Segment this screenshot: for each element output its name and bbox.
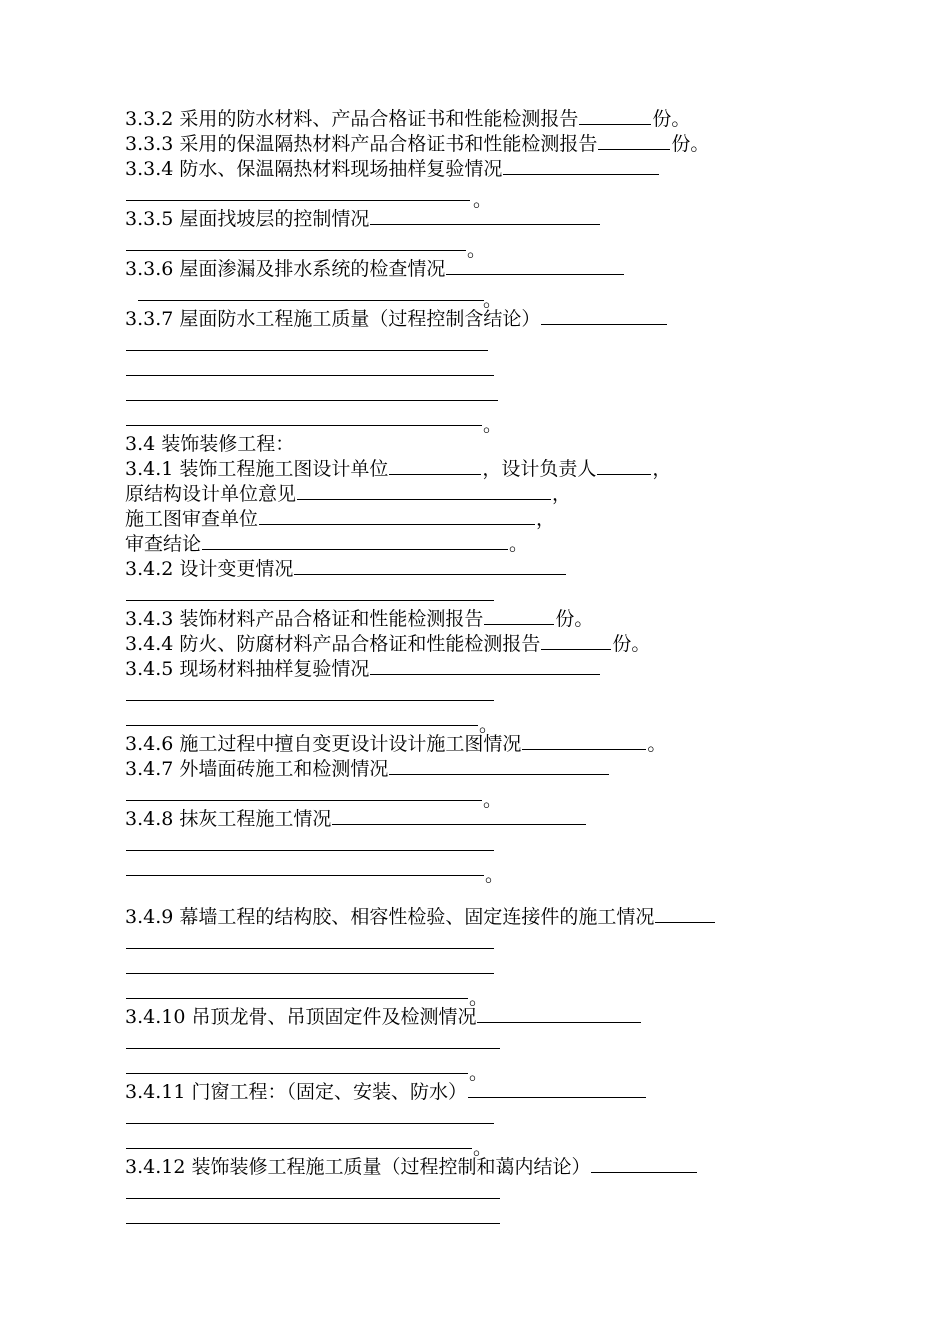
continuation-line (125, 181, 495, 211)
fill-in-blank[interactable] (541, 307, 667, 325)
line-text: 3.3.6 屋面渗漏及排水系统的检查情况 (125, 258, 446, 280)
line-text: 原结构设计单位意见 (125, 483, 297, 505)
item-3-4-3 (125, 606, 593, 632)
line-text: 3.4.4 防火、防腐材料产品合格证和性能检测报告 (125, 633, 541, 655)
fill-in-blank[interactable] (126, 956, 494, 974)
line-suffix: 。 (473, 1137, 493, 1159)
fill-in-blank[interactable] (126, 358, 494, 376)
continuation-line (125, 929, 505, 955)
line-suffix: 。 (509, 533, 529, 555)
line-text: 3.4.12 装饰装修工程施工质量（过程控制和蔼内结论） (125, 1156, 591, 1178)
fill-in-blank[interactable] (126, 333, 488, 351)
item-3-3-7 (125, 306, 668, 332)
fill-in-blank[interactable] (259, 507, 535, 525)
fill-in-blank[interactable] (522, 732, 646, 750)
fill-in-blank[interactable] (477, 1005, 641, 1023)
continuation-line (125, 681, 505, 707)
fill-in-blank[interactable] (389, 457, 481, 475)
continuation-line (125, 381, 505, 407)
line-suffix: 份。 (555, 608, 594, 630)
line-text: 3.4.1 装饰工程施工图设计单位 (125, 458, 389, 480)
line-suffix: 。 (479, 714, 499, 736)
line-text: 3.3.4 防水、保温隔热材料现场抽样复验情况 (125, 158, 503, 180)
line-text: 3.3.7 屋面防水工程施工质量（过程控制含结论） (125, 308, 541, 330)
continuation-line (125, 1029, 505, 1055)
item-3-4-1 (125, 456, 671, 482)
line-suffix: 。 (485, 864, 505, 886)
fill-in-blank[interactable] (370, 657, 600, 675)
fill-in-blank[interactable] (126, 708, 478, 726)
item-3-4-11 (125, 1079, 647, 1105)
fill-in-blank[interactable] (484, 607, 554, 625)
continuation-line (125, 831, 505, 857)
fill-in-blank[interactable] (541, 632, 611, 650)
continuation-line (125, 356, 505, 382)
continuation-line (125, 954, 505, 980)
item-3-4-6 (125, 731, 666, 757)
fill-in-blank[interactable] (446, 257, 624, 275)
review-unit (125, 506, 555, 532)
item-3-4-10 (125, 1004, 642, 1030)
fill-in-blank[interactable] (503, 157, 659, 175)
fill-in-blank[interactable] (126, 783, 482, 801)
continuation-line (125, 281, 505, 311)
review-conclusion (125, 531, 528, 557)
fill-in-blank[interactable] (126, 1181, 500, 1199)
line-text: 3.4.7 外墙面砖施工和检测情况 (125, 758, 389, 780)
fill-in-blank[interactable] (332, 807, 586, 825)
continuation-line (125, 979, 505, 1009)
item-3-4-8 (125, 806, 587, 832)
item-3-3-2 (125, 106, 690, 132)
fill-in-blank[interactable] (126, 183, 470, 201)
fill-in-blank[interactable] (591, 1155, 697, 1173)
fill-in-blank[interactable] (126, 1206, 500, 1224)
fill-in-blank[interactable] (297, 482, 551, 500)
fill-in-blank[interactable] (126, 583, 494, 601)
line-suffix: 。 (469, 987, 489, 1009)
item-3-4-5 (125, 656, 601, 682)
line-suffix: 份。 (612, 633, 651, 655)
fill-in-blank[interactable] (579, 107, 651, 125)
continuation-line (125, 331, 505, 357)
fill-in-blank[interactable] (126, 683, 494, 701)
fill-in-blank[interactable] (126, 383, 498, 401)
continuation-line (125, 781, 505, 811)
fill-in-blank[interactable] (655, 905, 715, 923)
continuation-line (125, 1204, 505, 1230)
item-3-4-9 (125, 904, 716, 930)
fill-in-blank[interactable] (126, 1131, 472, 1149)
item-3-3-6 (125, 256, 625, 282)
fill-in-blank[interactable] (126, 408, 482, 426)
continuation-line (125, 406, 505, 436)
line-suffix: ， (536, 508, 556, 530)
line-text: 3.4.5 现场材料抽样复验情况 (125, 658, 370, 680)
line-text: 3.3.3 采用的保温隔热材料产品合格证书和性能检测报告 (125, 133, 598, 155)
line-text-mid: ，设计负责人 (482, 458, 597, 480)
continuation-line (125, 856, 505, 886)
line-suffix: 份。 (671, 133, 710, 155)
fill-in-blank[interactable] (468, 1080, 646, 1098)
line-suffix: 。 (483, 289, 503, 311)
line-suffix: 。 (483, 414, 503, 436)
fill-in-blank[interactable] (138, 283, 484, 301)
line-text: 3.4.11 门窗工程：（固定、安装、防水） (125, 1081, 467, 1103)
item-3-3-5 (125, 206, 601, 232)
item-3-4-4 (125, 631, 650, 657)
line-suffix: 。 (647, 733, 667, 755)
item-3-4-12 (125, 1154, 698, 1180)
original-design-opinion (125, 481, 571, 507)
line-text: 3.4.2 设计变更情况 (125, 558, 294, 580)
fill-in-blank[interactable] (597, 457, 651, 475)
line-suffix: 份。 (652, 108, 691, 130)
line-suffix: 。 (473, 189, 493, 211)
fill-in-blank[interactable] (202, 532, 508, 550)
continuation-line (125, 706, 505, 736)
fill-in-blank[interactable] (389, 757, 609, 775)
section-3-4-heading (125, 431, 294, 457)
fill-in-blank[interactable] (294, 557, 566, 575)
item-3-3-4 (125, 156, 660, 182)
line-text: 3.3.2 采用的防水材料、产品合格证书和性能检测报告 (125, 108, 579, 130)
line-suffix: 。 (469, 1062, 489, 1084)
item-3-4-2 (125, 556, 567, 582)
line-text: 3.4.8 抹灰工程施工情况 (125, 808, 332, 830)
line-text: 3.3.5 屋面找坡层的控制情况 (125, 208, 370, 230)
item-3-4-7 (125, 756, 610, 782)
fill-in-blank[interactable] (126, 1056, 468, 1074)
fill-in-blank[interactable] (126, 858, 484, 876)
continuation-line (125, 231, 495, 261)
continuation-line (125, 1104, 505, 1130)
line-text: 施工图审查单位 (125, 508, 259, 530)
line-suffix: 。 (467, 239, 487, 261)
fill-in-blank[interactable] (598, 132, 670, 150)
item-3-3-3 (125, 131, 709, 157)
continuation-line (125, 1129, 505, 1159)
line-text: 3.4.9 幕墙工程的结构胶、相容性检验、固定连接件的施工情况 (125, 906, 655, 928)
fill-in-blank[interactable] (126, 981, 468, 999)
continuation-line (125, 1179, 505, 1205)
line-text: 3.4.6 施工过程中擅自变更设计设计施工图情况 (125, 733, 522, 755)
continuation-line (125, 581, 505, 607)
fill-in-blank[interactable] (126, 931, 494, 949)
line-text: 3.4.3 装饰材料产品合格证和性能检测报告 (125, 608, 484, 630)
line-suffix: 。 (483, 789, 503, 811)
line-suffix: ， (652, 458, 672, 480)
fill-in-blank[interactable] (370, 207, 600, 225)
line-text: 3.4.10 吊顶龙骨、吊顶固定件及检测情况 (125, 1006, 477, 1028)
fill-in-blank[interactable] (126, 1031, 500, 1049)
fill-in-blank[interactable] (126, 833, 494, 851)
continuation-line (125, 1054, 505, 1084)
line-suffix: ， (552, 483, 572, 505)
fill-in-blank[interactable] (126, 233, 466, 251)
line-text: 审查结论 (125, 533, 202, 555)
fill-in-blank[interactable] (126, 1106, 494, 1124)
section-title: 3.4 装饰装修工程： (125, 433, 295, 455)
